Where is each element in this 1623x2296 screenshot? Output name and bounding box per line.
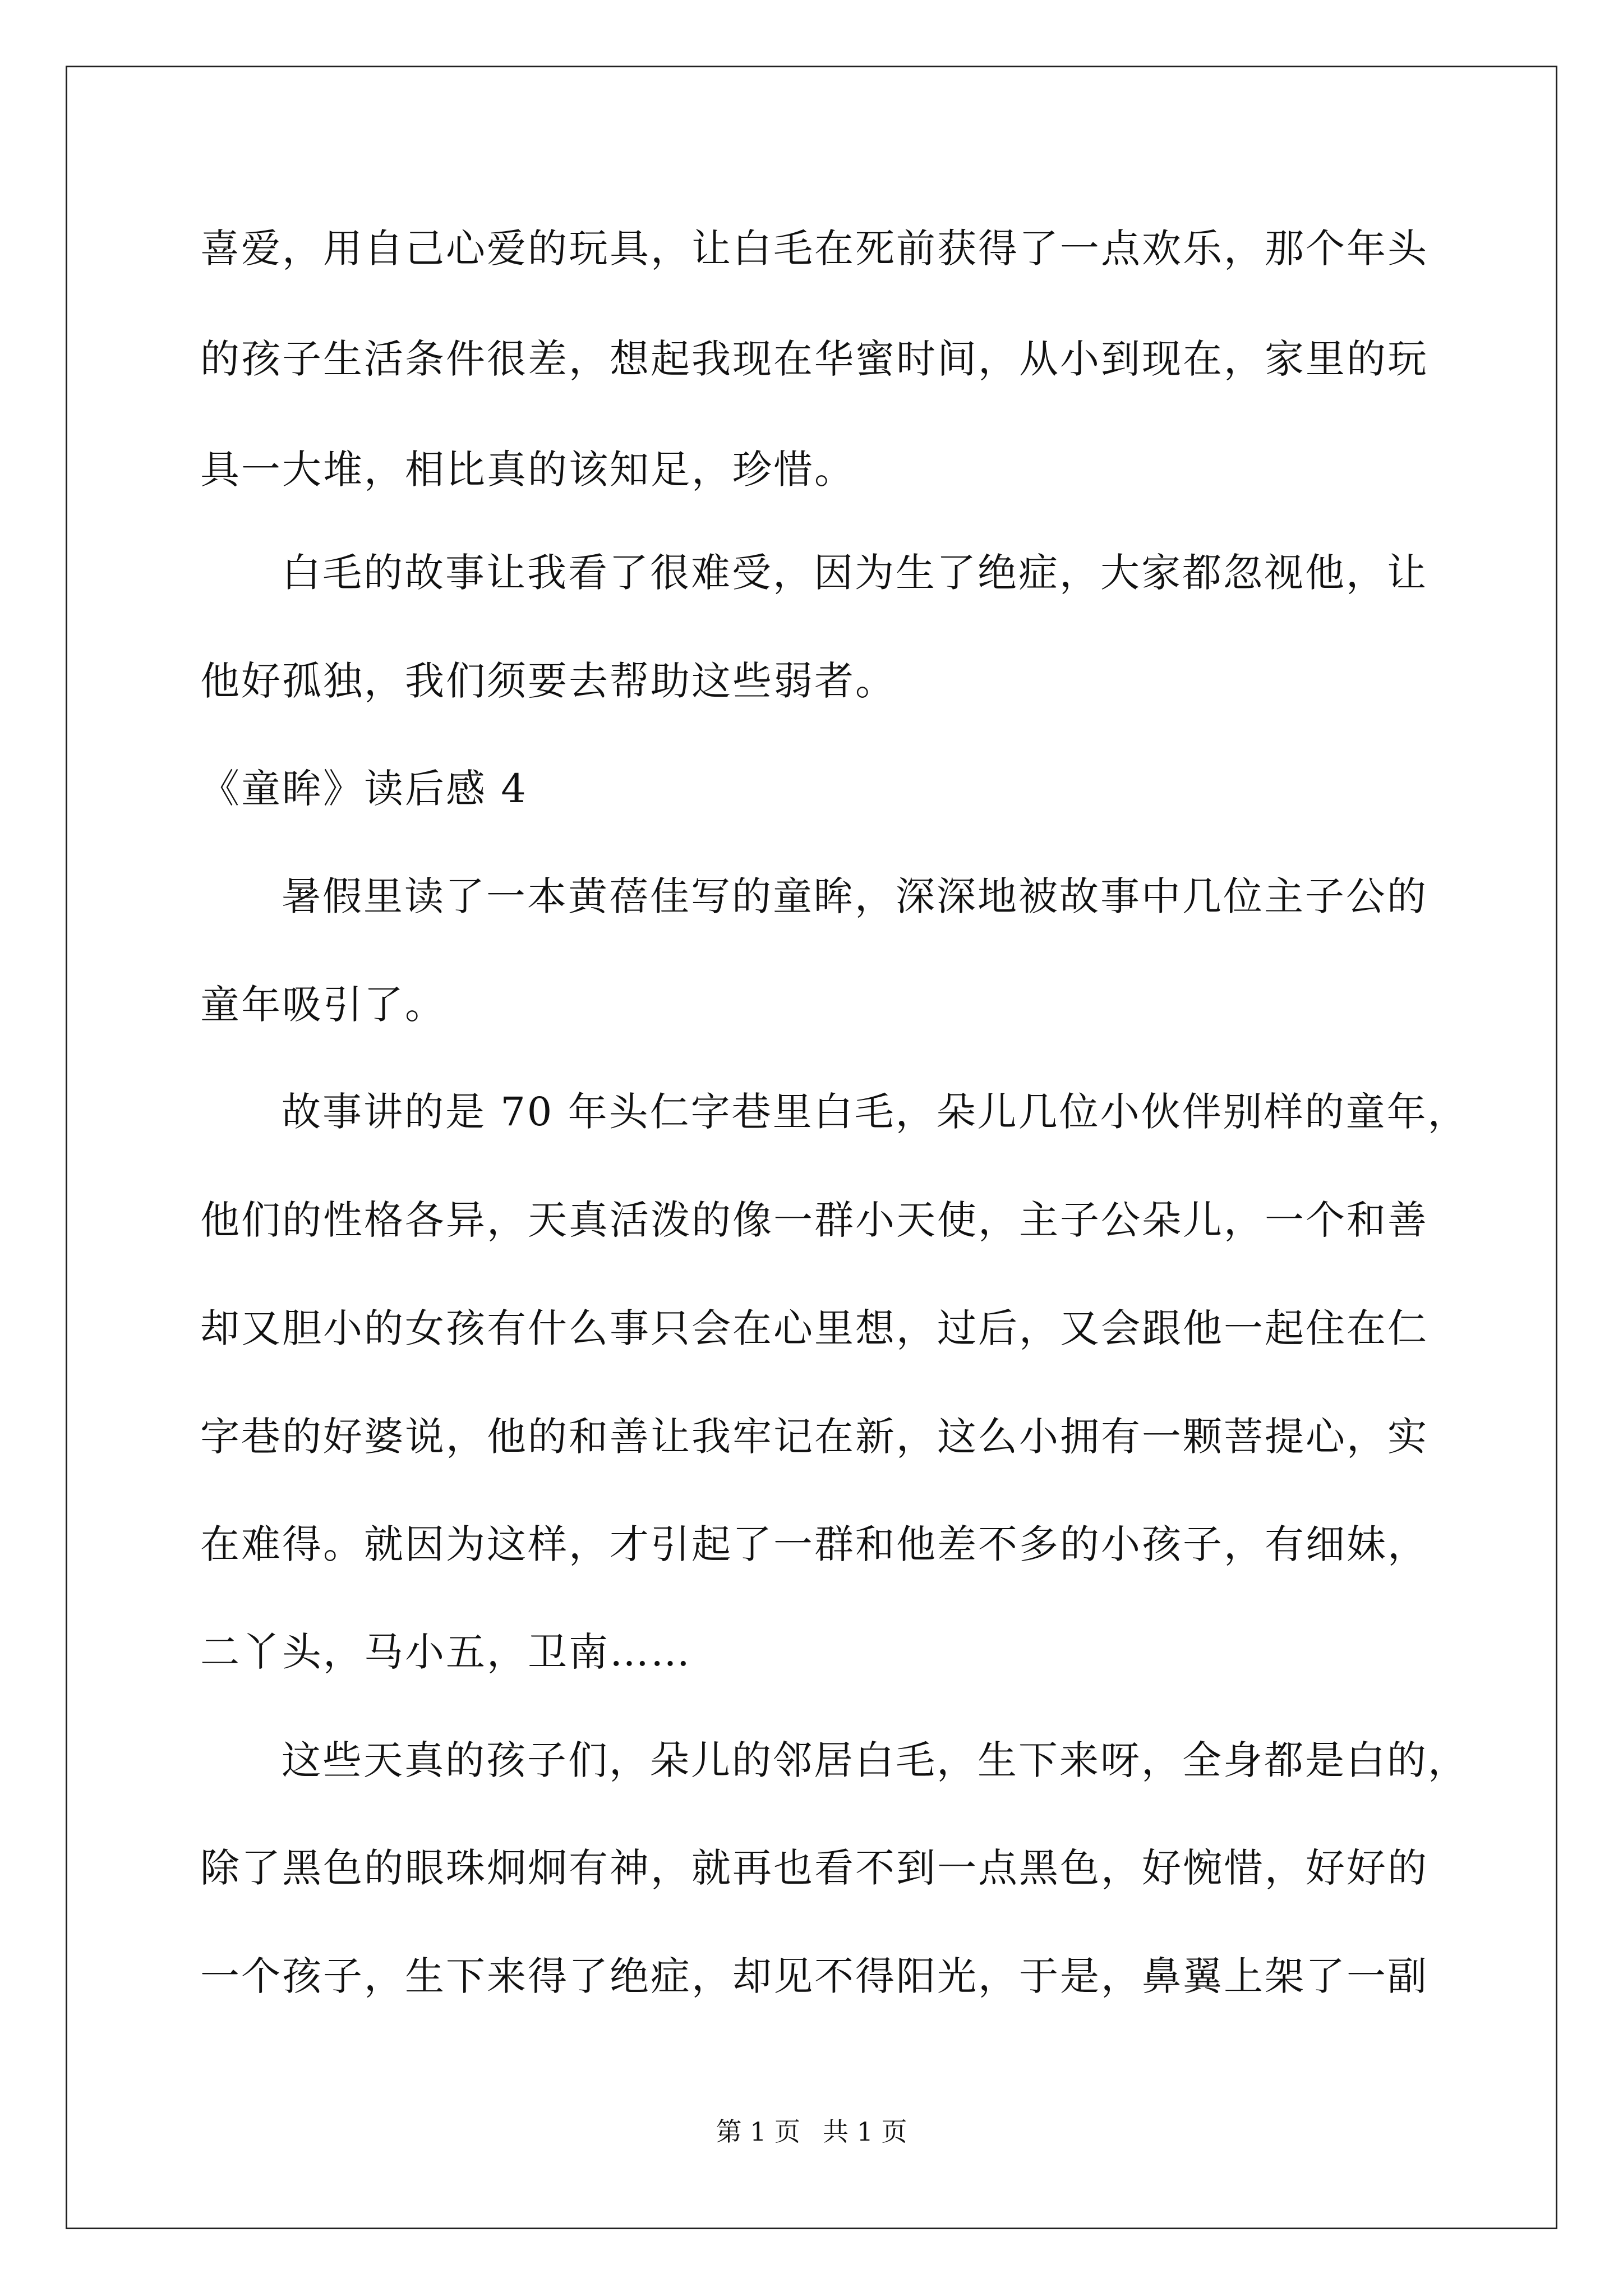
body-line: 童年吸引了。 [200, 982, 446, 1028]
paragraph-start-line: 这些天真的孩子们，朵儿的邻居白毛，生下来呀，全身都是白的， [282, 1737, 1469, 1783]
body-line: 他们的性格各异，天真活泼的像一群小天使，主子公朵儿，一个和善 [200, 1197, 1428, 1243]
body-line: 他好孤独，我们须要去帮助这些弱者。 [200, 658, 896, 704]
body-line: 具一大堆，相比真的该知足，珍惜。 [200, 447, 855, 493]
paragraph-start-line: 白毛的故事让我看了很难受，因为生了绝症，大家都忽视他，让 [282, 550, 1428, 596]
page-total: 共 1 页 [823, 2116, 907, 2147]
body-line: 喜爱，用自己心爱的玩具，让白毛在死前获得了一点欢乐，那个年头 [200, 226, 1428, 272]
paragraph-start-line: 暑假里读了一本黄蓓佳写的童眸，深深地被故事中几位主子公的 [282, 873, 1428, 919]
body-line: 却又胆小的女孩有什么事只会在心里想，过后，又会跟他一起住在仁 [200, 1305, 1428, 1351]
page-footer [0, 2115, 1623, 2148]
body-line: 字巷的好婆说，他的和善让我牢记在新，这么小拥有一颗菩提心，实 [200, 1414, 1428, 1460]
page-number: 第 1 页 [716, 2116, 800, 2147]
body-line: 二丫头，马小五，卫南…… [200, 1629, 691, 1675]
paragraph-start-line: 故事讲的是 70 年头仁字巷里白毛，朵儿几位小伙伴别样的童年， [282, 1089, 1469, 1135]
page-border [66, 66, 1557, 2229]
body-line: 除了黑色的眼珠炯炯有神，就再也看不到一点黑色，好惋惜，好好的 [200, 1845, 1428, 1891]
body-line: 在难得。就因为这样，才引起了一群和他差不多的小孩子，有细妹， [200, 1521, 1428, 1567]
body-line: 一个孩子，生下来得了绝症，却见不得阳光，于是，鼻翼上架了一副 [200, 1953, 1428, 1999]
section-heading: 《童眸》读后感 4 [200, 766, 528, 812]
body-line: 的孩子生活条件很差，想起我现在华蜜时间，从小到现在，家里的玩 [200, 336, 1428, 382]
